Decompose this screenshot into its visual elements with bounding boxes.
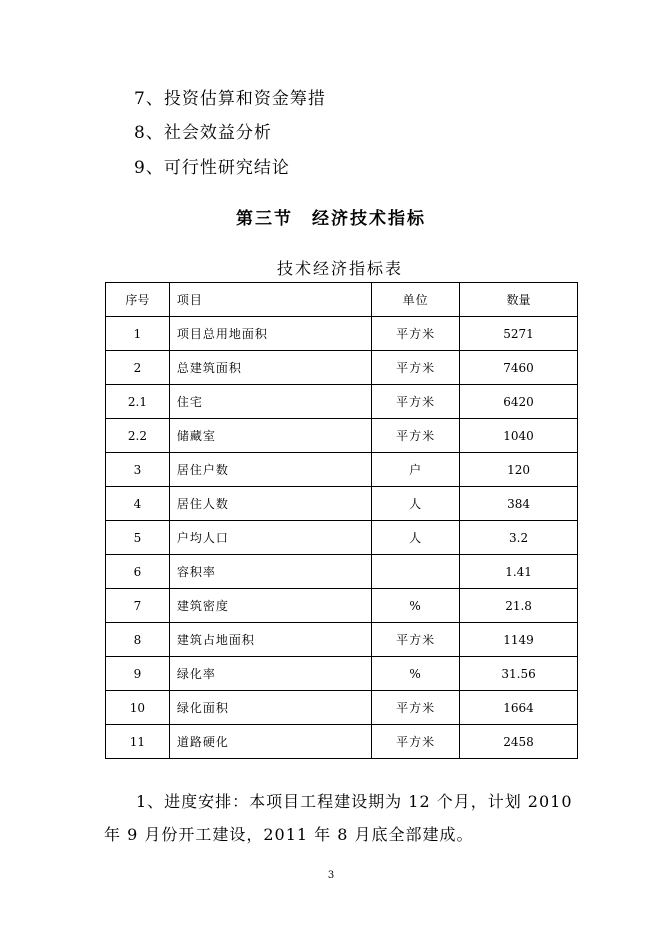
header-qty: 数量	[460, 283, 578, 317]
cell-qty: 1040	[460, 419, 578, 453]
cell-unit: 平方米	[372, 317, 460, 351]
header-item: 项目	[169, 283, 371, 317]
table-row	[106, 351, 578, 385]
cell-item: 居住人数	[169, 487, 371, 521]
cell-item: 建筑占地面积	[169, 623, 371, 657]
cell-item: 住宅	[169, 385, 371, 419]
table-caption: 技术经济指标表	[276, 259, 403, 278]
schedule-paragraph-line-1: 1、进度安排：本项目工程建设期为 12 个月，计划 2010	[136, 792, 573, 811]
cell-item: 居住户数	[169, 453, 371, 487]
cell-item: 容积率	[169, 555, 371, 589]
list-item-social-benefit: 8、社会效益分析	[134, 123, 272, 143]
table-row	[106, 487, 578, 521]
cell-item: 项目总用地面积	[169, 317, 371, 351]
cell-no: 10	[106, 691, 170, 725]
cell-qty: 5271	[460, 317, 578, 351]
table-row	[106, 419, 578, 453]
section-heading: 第三节 经济技术指标	[236, 209, 426, 229]
cell-no: 1	[106, 317, 170, 351]
cell-no: 5	[106, 521, 170, 555]
cell-no: 8	[106, 623, 170, 657]
page-number: 3	[327, 870, 335, 881]
cell-no: 9	[106, 657, 170, 691]
cell-qty: 2458	[460, 725, 578, 759]
cell-unit: 平方米	[372, 385, 460, 419]
cell-qty: 6420	[460, 385, 578, 419]
cell-unit: %	[372, 657, 460, 691]
cell-qty: 1664	[460, 691, 578, 725]
table-row	[106, 521, 578, 555]
cell-no: 11	[106, 725, 170, 759]
table-row	[106, 725, 578, 759]
cell-qty: 1149	[460, 623, 578, 657]
cell-unit: 人	[372, 487, 460, 521]
cell-unit: 人	[372, 521, 460, 555]
cell-no: 6	[106, 555, 170, 589]
cell-item: 户均人口	[169, 521, 371, 555]
cell-item: 绿化率	[169, 657, 371, 691]
table-body	[106, 317, 578, 759]
cell-item: 总建筑面积	[169, 351, 371, 385]
cell-qty: 1.41	[460, 555, 578, 589]
cell-no: 2.1	[106, 385, 170, 419]
cell-qty: 31.56	[460, 657, 578, 691]
cell-unit: 平方米	[372, 623, 460, 657]
cell-unit: 平方米	[372, 351, 460, 385]
table-row	[106, 589, 578, 623]
header-unit: 单位	[372, 283, 460, 317]
cell-unit	[372, 555, 460, 589]
cell-unit: %	[372, 589, 460, 623]
cell-qty: 3.2	[460, 521, 578, 555]
cell-unit: 平方米	[372, 691, 460, 725]
cell-no: 2	[106, 351, 170, 385]
table-row	[106, 453, 578, 487]
cell-qty: 21.8	[460, 589, 578, 623]
cell-item: 建筑密度	[169, 589, 371, 623]
table-row	[106, 317, 578, 351]
cell-no: 4	[106, 487, 170, 521]
table-header-row	[106, 283, 578, 317]
table-row	[106, 385, 578, 419]
list-item-conclusion: 9、可行性研究结论	[134, 158, 290, 178]
cell-qty: 7460	[460, 351, 578, 385]
cell-qty: 384	[460, 487, 578, 521]
cell-unit: 户	[372, 453, 460, 487]
cell-no: 3	[106, 453, 170, 487]
list-item-investment: 7、投资估算和资金筹措	[134, 89, 326, 109]
table-row	[106, 657, 578, 691]
cell-unit: 平方米	[372, 419, 460, 453]
cell-no: 2.2	[106, 419, 170, 453]
cell-item: 绿化面积	[169, 691, 371, 725]
schedule-paragraph-line-2: 年 9 月份开工建设，2011 年 8 月底全部建成。	[104, 825, 474, 844]
indicator-table	[105, 282, 578, 759]
cell-no: 7	[106, 589, 170, 623]
header-no: 序号	[106, 283, 170, 317]
table-row	[106, 691, 578, 725]
cell-item: 储藏室	[169, 419, 371, 453]
cell-unit: 平方米	[372, 725, 460, 759]
table-row	[106, 623, 578, 657]
cell-qty: 120	[460, 453, 578, 487]
cell-item: 道路硬化	[169, 725, 371, 759]
table-row	[106, 555, 578, 589]
